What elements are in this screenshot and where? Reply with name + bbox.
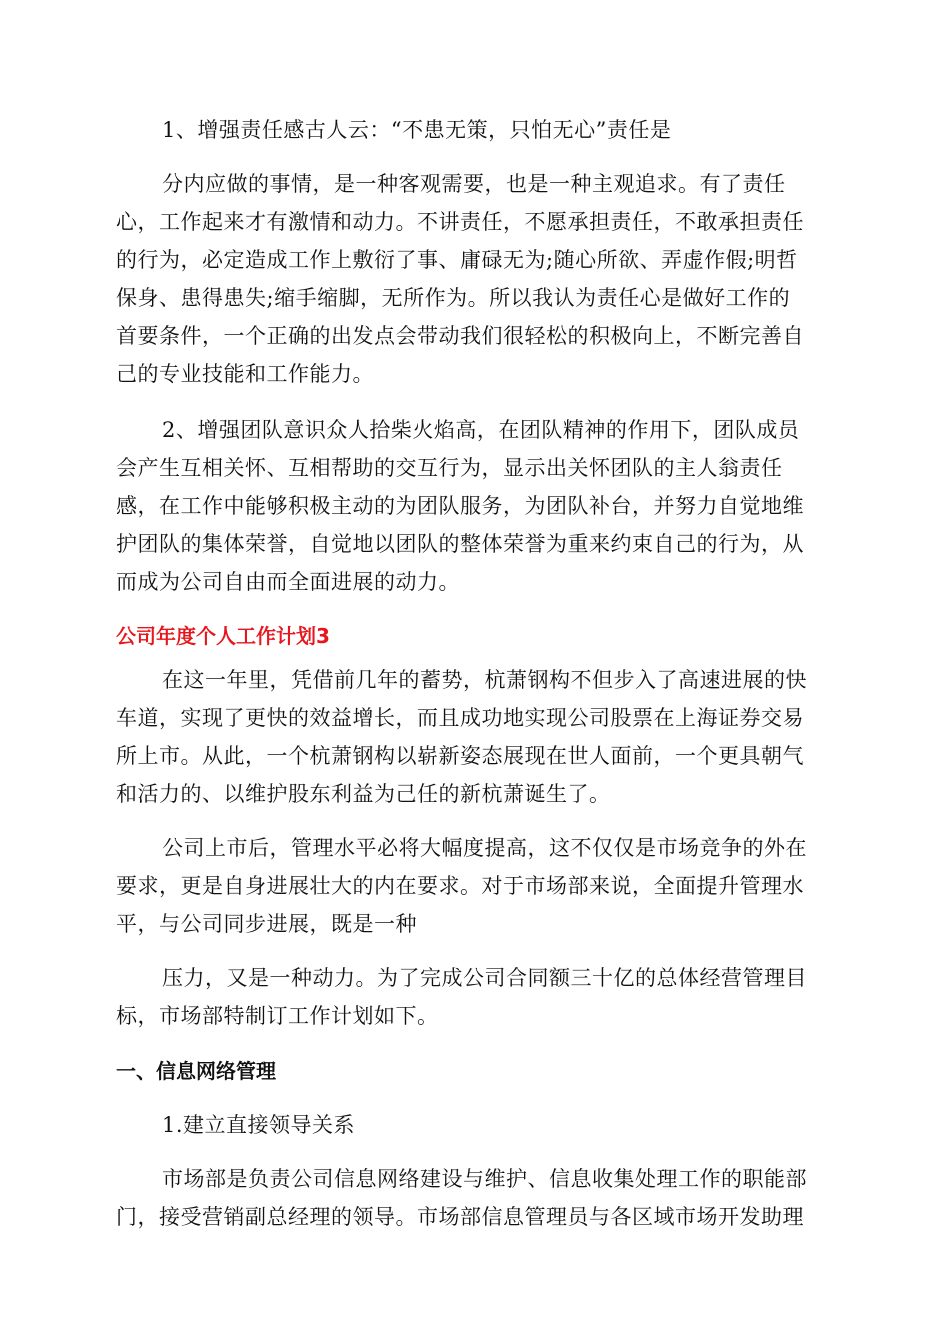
text-line: 感，在工作中能够积极主动的为团队服务，为团队补台，并努力自觉地维 — [116, 494, 804, 518]
paragraph-after-listing — [116, 829, 832, 943]
paragraph-responsibility-body — [116, 165, 832, 393]
text-line: 所上市。从此，一个杭萧钢构以崭新姿态展现在世人面前，一个更具朝气 — [116, 744, 804, 768]
paragraph-market-department — [116, 1160, 832, 1236]
text-line: 会产生互相关怀、互相帮助的交互行为，显示出关怀团队的主人翁责任 — [116, 456, 783, 480]
text-line: 公司上市后，管理水平必将大幅度提高，这不仅仅是市场竞争的外在 — [162, 836, 807, 860]
paragraph-responsibility-heading — [116, 111, 832, 149]
text-line: 和活力的、以维护股东利益为己任的新杭萧诞生了。 — [116, 782, 611, 806]
text-line: 2、增强团队意识众人拾柴火焰高，在团队精神的作用下，团队成员 — [162, 418, 800, 442]
paragraph-company-year — [116, 661, 832, 813]
text-line: 心，工作起来才有激情和动力。不讲责任，不愿承担责任，不敢承担责任 — [116, 210, 804, 234]
text-line: 压力，又是一种动力。为了完成公司合同额三十亿的总体经营管理目 — [162, 966, 807, 990]
text-line: 门，接受营销副总经理的领导。市场部信息管理员与各区域市场开发助理 — [116, 1205, 804, 1229]
paragraph-pressure-motivation — [116, 959, 832, 1035]
paragraph-teamwork — [116, 411, 832, 601]
text-line: 标，市场部特制订工作计划如下。 — [116, 1004, 439, 1028]
text-line: 护团队的集体荣誉，自觉地以团队的整体荣誉为重来约束自己的行为，从 — [116, 532, 804, 556]
text-line: 保身、患得患失;缩手缩脚，无所作为。所以我认为责任心是做好工作的 — [116, 286, 791, 310]
text-line: 市场部是负责公司信息网络建设与维护、信息收集处理工作的职能部 — [162, 1167, 807, 1191]
text-line: 而成为公司自由而全面进展的动力。 — [116, 570, 460, 594]
paragraph-leadership-relation — [116, 1106, 832, 1144]
text-line: 首要条件，一个正确的出发点会带动我们很轻松的积极向上，不断完善自 — [116, 324, 804, 348]
text-line: 车道，实现了更快的效益增长，而且成功地实现公司股票在上海证券交易 — [116, 706, 804, 730]
text-line: 的行为，必定造成工作上敷衍了事、庸碌无为;随心所欲、弄虚作假;明哲 — [116, 248, 798, 272]
text-line: 分内应做的事情，是一种客观需要，也是一种主观追求。有了责任 — [162, 172, 786, 196]
section-title-info-network: 一、信息网络管理 — [116, 1059, 276, 1083]
text-line: 在这一年里，凭借前几年的蓄势，杭萧钢构不但步入了高速进展的快 — [162, 668, 807, 692]
text-line: 己的专业技能和工作能力。 — [116, 362, 374, 386]
text-line: 1.建立直接领导关系 — [162, 1113, 356, 1137]
text-line: 1、增强责任感古人云：“不患无策，只怕无心”责任是 — [162, 118, 672, 142]
section-title-plan-3: 公司年度个人工作计划3 — [116, 624, 330, 648]
text-line: 要求，更是自身进展壮大的内在要求。对于市场部来说，全面提升管理水 — [116, 874, 804, 898]
text-line: 平，与公司同步进展，既是一种 — [116, 912, 417, 936]
